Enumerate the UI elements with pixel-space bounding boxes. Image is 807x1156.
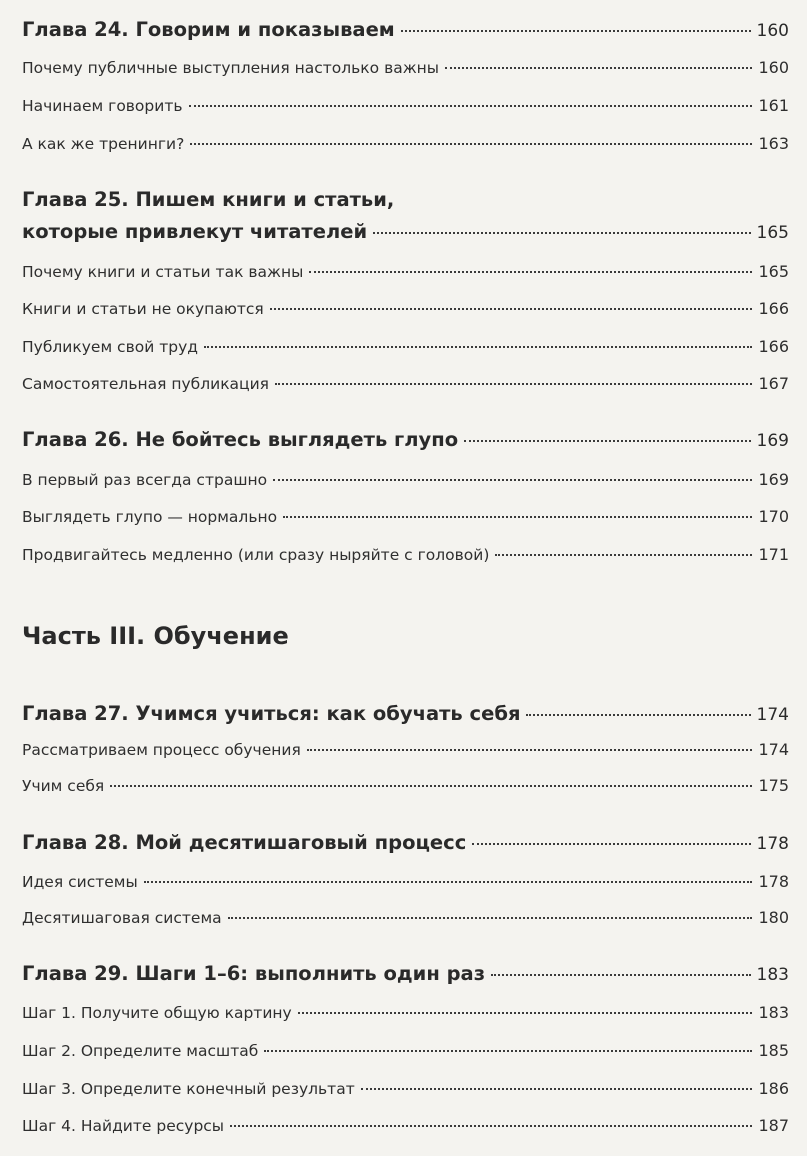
page-number: 175 — [758, 776, 789, 795]
section-title: В первый раз всегда страшно — [22, 471, 268, 489]
section-title: Почему книги и статьи так важны — [22, 263, 304, 281]
page-number: 183 — [756, 965, 789, 985]
chapter-title: Глава 24. Говорим и показываем — [22, 18, 395, 41]
section-title: Шаг 3. Определите конечный результат — [22, 1080, 355, 1098]
chapter-title: Глава 26. Не бойтесь выглядеть глупо — [22, 428, 459, 451]
dot-leader — [373, 232, 750, 234]
toc-section — [22, 507, 789, 526]
dot-leader — [307, 749, 753, 751]
page-number: 186 — [758, 1079, 789, 1098]
part-title: Часть III. Обучение — [22, 622, 289, 650]
section-title: Десятишаговая система — [22, 909, 222, 927]
toc-section — [22, 545, 789, 564]
page-number: 171 — [758, 545, 789, 564]
toc-section — [22, 374, 789, 393]
dot-leader — [472, 843, 750, 845]
dot-leader — [228, 917, 753, 919]
toc-section — [22, 134, 789, 153]
toc-section — [22, 1041, 789, 1060]
page-number: 169 — [758, 470, 789, 489]
toc-section — [22, 337, 789, 356]
dot-leader — [464, 440, 750, 442]
dot-leader — [264, 1050, 752, 1052]
toc-section — [22, 96, 789, 115]
page-number: 167 — [758, 374, 789, 393]
dot-leader — [189, 105, 753, 107]
page-number: 169 — [756, 431, 789, 451]
toc-chapter-29 — [22, 962, 789, 985]
section-title: Рассматриваем процесс обучения — [22, 741, 301, 759]
toc-section — [22, 1116, 789, 1135]
dot-leader — [361, 1088, 753, 1090]
page-number: 174 — [756, 705, 789, 725]
section-title: Шаг 1. Получите общую картину — [22, 1004, 292, 1022]
page-number: 160 — [758, 58, 789, 77]
dot-leader — [309, 271, 752, 273]
toc-section — [22, 299, 789, 318]
toc-section — [22, 776, 789, 795]
page-number: 166 — [758, 299, 789, 318]
page-number: 170 — [758, 507, 789, 526]
page-number: 163 — [758, 134, 789, 153]
toc-section — [22, 470, 789, 489]
dot-leader — [401, 30, 751, 32]
section-title: Продвигайтесь медленно (или сразу ныряйте с головой) — [22, 546, 490, 564]
page-number: 165 — [756, 223, 789, 243]
section-title: Книги и статьи не окупаются — [22, 300, 264, 318]
chapter-title: Глава 29. Шаги 1–6: выполнить один раз — [22, 962, 486, 985]
dot-leader — [275, 383, 752, 385]
chapter-title-line2: которые привлекут читателей — [22, 220, 368, 243]
section-title: Шаг 4. Найдите ресурсы — [22, 1117, 225, 1135]
page-number: 180 — [758, 908, 789, 927]
dot-leader — [190, 143, 752, 145]
toc-section — [22, 872, 789, 891]
dot-leader — [270, 308, 753, 310]
page-number: 166 — [758, 337, 789, 356]
page-number: 161 — [758, 96, 789, 115]
toc-section — [22, 1079, 789, 1098]
dot-leader — [273, 479, 752, 481]
dot-leader — [526, 714, 750, 716]
section-title: Идея системы — [22, 873, 138, 891]
dot-leader — [144, 881, 753, 883]
section-title: Почему публичные выступления настолько важны — [22, 59, 440, 77]
chapter-title: Глава 28. Мой десятишаговый процесс — [22, 831, 467, 854]
section-title: А как же тренинги? — [22, 135, 185, 153]
toc-chapter-28 — [22, 831, 789, 854]
dot-leader — [283, 516, 752, 518]
section-title: Начинаем говорить — [22, 97, 183, 115]
page-number: 178 — [756, 834, 789, 854]
dot-leader — [230, 1125, 752, 1127]
page-number: 165 — [758, 262, 789, 281]
toc-section — [22, 908, 789, 927]
toc-section — [22, 262, 789, 281]
page-number: 187 — [758, 1116, 789, 1135]
page-number: 178 — [758, 872, 789, 891]
dot-leader — [491, 974, 750, 976]
page-number: 160 — [756, 21, 789, 41]
dot-leader — [445, 67, 752, 69]
section-title: Выглядеть глупо — нормально — [22, 508, 278, 526]
toc-section — [22, 1003, 789, 1022]
section-title: Публикуем свой труд — [22, 338, 198, 356]
toc-chapter-27 — [22, 702, 789, 725]
dot-leader — [298, 1012, 753, 1014]
dot-leader — [495, 554, 752, 556]
section-title: Шаг 2. Определите масштаб — [22, 1042, 259, 1060]
chapter-title-line1: Глава 25. Пишем книги и статьи, — [22, 188, 395, 211]
page-number: 183 — [758, 1003, 789, 1022]
toc-section — [22, 58, 789, 77]
dot-leader — [110, 785, 752, 787]
toc-chapter-24 — [22, 18, 789, 41]
page-number: 185 — [758, 1041, 789, 1060]
page-number: 174 — [758, 740, 789, 759]
toc-chapter-26 — [22, 428, 789, 451]
toc-section — [22, 740, 789, 759]
chapter-title: Глава 27. Учимся учиться: как обучать себя — [22, 702, 521, 725]
section-title: Самостоятельная публикация — [22, 375, 270, 393]
section-title: Учим себя — [22, 777, 105, 795]
dot-leader — [204, 346, 752, 348]
toc-chapter-25 — [22, 220, 789, 243]
